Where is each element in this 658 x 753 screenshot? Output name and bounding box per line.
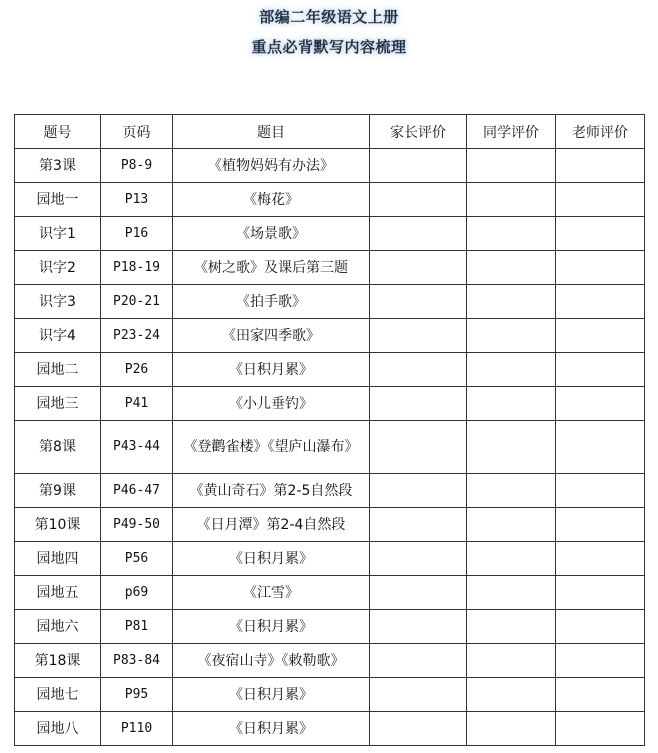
title-cell: 《夜宿山寺》《敕勒歌》 [173, 644, 370, 678]
page-number-cell: P26 [101, 353, 173, 387]
classmate-rating-cell [467, 149, 556, 183]
title-cell: 《日积月累》 [173, 542, 370, 576]
parent-rating-cell [370, 421, 467, 474]
table-row [15, 353, 645, 387]
classmate-rating-cell [467, 542, 556, 576]
classmate-rating-cell [467, 644, 556, 678]
table-row [15, 319, 645, 353]
classmate-rating-cell [467, 387, 556, 421]
page-number-cell: P16 [101, 217, 173, 251]
header-teacher-rating: 老师评价 [556, 115, 645, 149]
teacher-rating-cell [556, 387, 645, 421]
page-number-cell: P43-44 [101, 421, 173, 474]
title-cell: 《田家四季歌》 [173, 319, 370, 353]
table-row [15, 610, 645, 644]
parent-rating-cell [370, 353, 467, 387]
classmate-rating-cell [467, 712, 556, 746]
teacher-rating-cell [556, 576, 645, 610]
teacher-rating-cell [556, 508, 645, 542]
parent-rating-cell [370, 149, 467, 183]
teacher-rating-cell [556, 183, 645, 217]
classmate-rating-cell [467, 251, 556, 285]
page-number-cell: P49-50 [101, 508, 173, 542]
lesson-number-cell: 识字4 [15, 319, 101, 353]
header-lesson-number: 题号 [15, 115, 101, 149]
teacher-rating-cell [556, 678, 645, 712]
document-title: 部编二年级语文上册 [259, 8, 399, 26]
lesson-number-cell: 园地三 [15, 387, 101, 421]
lesson-number-cell: 第10课 [15, 508, 101, 542]
title-cell: 《黄山奇石》第2-5自然段 [173, 474, 370, 508]
page-number-cell: P81 [101, 610, 173, 644]
lesson-number-cell: 园地八 [15, 712, 101, 746]
parent-rating-cell [370, 319, 467, 353]
classmate-rating-cell [467, 217, 556, 251]
page-number-cell: P8-9 [101, 149, 173, 183]
parent-rating-cell [370, 251, 467, 285]
table-row [15, 387, 645, 421]
lesson-number-cell: 识字3 [15, 285, 101, 319]
teacher-rating-cell [556, 644, 645, 678]
classmate-rating-cell [467, 285, 556, 319]
page-number-cell: P20-21 [101, 285, 173, 319]
title-cell: 《日月潭》第2-4自然段 [173, 508, 370, 542]
lesson-number-cell: 第8课 [15, 421, 101, 474]
title-cell: 《树之歌》及课后第三题 [173, 251, 370, 285]
classmate-rating-cell [467, 421, 556, 474]
header-classmate-rating: 同学评价 [467, 115, 556, 149]
title-cell: 《植物妈妈有办法》 [173, 149, 370, 183]
parent-rating-cell [370, 387, 467, 421]
parent-rating-cell [370, 183, 467, 217]
table-row [15, 576, 645, 610]
title-cell: 《日积月累》 [173, 610, 370, 644]
page-number-cell: P13 [101, 183, 173, 217]
lesson-number-cell: 园地六 [15, 610, 101, 644]
table-row [15, 712, 645, 746]
parent-rating-cell [370, 678, 467, 712]
page-number-cell: P41 [101, 387, 173, 421]
title-cell: 《江雪》 [173, 576, 370, 610]
teacher-rating-cell [556, 712, 645, 746]
table-row [15, 183, 645, 217]
teacher-rating-cell [556, 251, 645, 285]
lesson-number-cell: 识字2 [15, 251, 101, 285]
teacher-rating-cell [556, 217, 645, 251]
classmate-rating-cell [467, 610, 556, 644]
parent-rating-cell [370, 542, 467, 576]
header-page-number: 页码 [101, 115, 173, 149]
lesson-number-cell: 第9课 [15, 474, 101, 508]
table-row [15, 474, 645, 508]
lesson-number-cell: 园地四 [15, 542, 101, 576]
title-cell: 《日积月累》 [173, 678, 370, 712]
teacher-rating-cell [556, 474, 645, 508]
header-parent-rating: 家长评价 [370, 115, 467, 149]
classmate-rating-cell [467, 183, 556, 217]
teacher-rating-cell [556, 353, 645, 387]
teacher-rating-cell [556, 421, 645, 474]
lesson-number-cell: 园地一 [15, 183, 101, 217]
teacher-rating-cell [556, 149, 645, 183]
parent-rating-cell [370, 644, 467, 678]
teacher-rating-cell [556, 542, 645, 576]
page-number-cell: P18-19 [101, 251, 173, 285]
parent-rating-cell [370, 474, 467, 508]
document-subtitle: 重点必背默写内容梳理 [251, 38, 407, 56]
table-header-row [15, 115, 645, 149]
table-row [15, 149, 645, 183]
classmate-rating-cell [467, 576, 556, 610]
parent-rating-cell [370, 508, 467, 542]
table-row [15, 217, 645, 251]
title-cell: 《登鹳雀楼》《望庐山瀑布》 [173, 421, 370, 474]
page-number-cell: P46-47 [101, 474, 173, 508]
lesson-number-cell: 识字1 [15, 217, 101, 251]
classmate-rating-cell [467, 474, 556, 508]
lesson-number-cell: 园地七 [15, 678, 101, 712]
table-row [15, 421, 645, 474]
header-title: 题目 [173, 115, 370, 149]
table-row [15, 285, 645, 319]
teacher-rating-cell [556, 610, 645, 644]
parent-rating-cell [370, 217, 467, 251]
page-number-cell: P110 [101, 712, 173, 746]
title-cell: 《梅花》 [173, 183, 370, 217]
lesson-number-cell: 第18课 [15, 644, 101, 678]
teacher-rating-cell [556, 319, 645, 353]
classmate-rating-cell [467, 678, 556, 712]
title-cell: 《拍手歌》 [173, 285, 370, 319]
page-number-cell: p69 [101, 576, 173, 610]
table-row [15, 542, 645, 576]
table-row [15, 644, 645, 678]
lesson-number-cell: 第3课 [15, 149, 101, 183]
parent-rating-cell [370, 610, 467, 644]
table-body [15, 149, 645, 746]
page-number-cell: P23-24 [101, 319, 173, 353]
parent-rating-cell [370, 285, 467, 319]
teacher-rating-cell [556, 285, 645, 319]
page-number-cell: P83-84 [101, 644, 173, 678]
page-number-cell: P95 [101, 678, 173, 712]
parent-rating-cell [370, 712, 467, 746]
title-cell: 《日积月累》 [173, 353, 370, 387]
parent-rating-cell [370, 576, 467, 610]
lesson-number-cell: 园地二 [15, 353, 101, 387]
page-number-cell: P56 [101, 542, 173, 576]
table-row [15, 678, 645, 712]
lesson-number-cell: 园地五 [15, 576, 101, 610]
classmate-rating-cell [467, 319, 556, 353]
table-row [15, 251, 645, 285]
classmate-rating-cell [467, 508, 556, 542]
title-cell: 《小儿垂钓》 [173, 387, 370, 421]
title-cell: 《日积月累》 [173, 712, 370, 746]
dictation-checklist-table [14, 114, 645, 746]
table-row [15, 508, 645, 542]
classmate-rating-cell [467, 353, 556, 387]
title-cell: 《场景歌》 [173, 217, 370, 251]
